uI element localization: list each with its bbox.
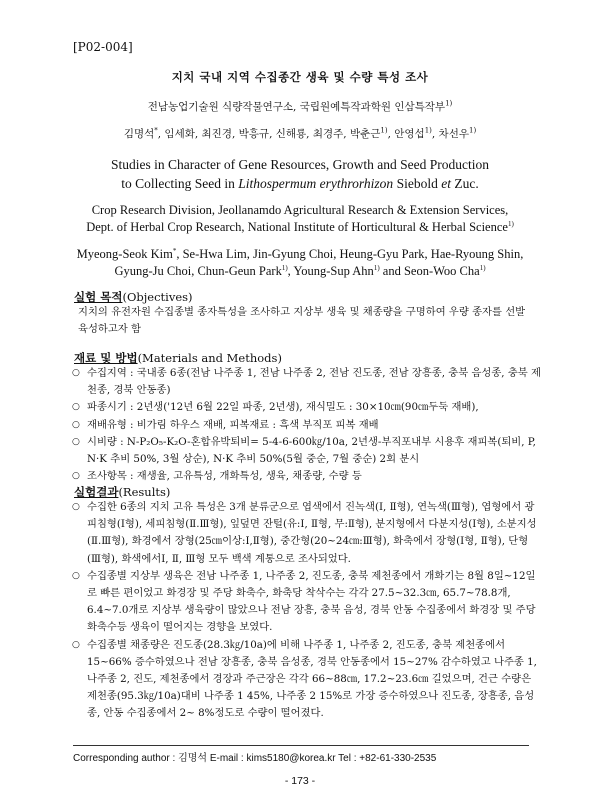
objectives-heading: 실험 목적(Objectives) xyxy=(74,290,193,304)
page-number: - 173 - xyxy=(284,775,316,787)
list-item: ○ 수집종별 채종량은 진도종(28.3㎏/10a)에 비해 나주종 1, 나주종 2, 진도종, 충북 제천종에서 15~66% 증수하였으나 전남 장흥종, 충북 음성종, 경북 안동종에서 15~27% 감수하였고 나주종 1, 나주종 2, 진도, 제천종에서 경장과 주근장은 각각 66~88㎝, 17.2~23.6㎝ 길었으며, 건근 수량은 제천종(95.3㎏/10a)대비 나주종 1 45%, 나주종 2 15%로 가장 증수하였으나 진도종, 장흥종, 음성종, 안동 수집종에서 2~ 8%정도로 수량이 떨어졌다. xyxy=(72,637,542,723)
results-heading: 실험결과(Results) xyxy=(74,485,171,499)
list-item: ○ 수집지역 : 국내종 6종(전남 나주종 1, 전남 나주종 2, 전남 진도종, 전남 장흥종, 충북 음성종, 충북 제천종, 경북 안동종) xyxy=(72,365,542,399)
list-item: ○ 재배유형 : 비가림 하우스 재배, 피복재료 : 흑색 부직포 피복 재배 xyxy=(72,417,542,434)
english-authors: Myeong-Seok Kim*, Se-Hwa Lim, Jin-Gyung Choi, Heung-Gyu Park, Hae-Ryoung Shin, Gyung-Ju Choi, Chun-Geun Park$^{1)}$, Young-Sup Ahn$^{1)}$ and Seon-Woo Cha$^{1)}$ xyxy=(76,246,524,278)
results-list xyxy=(72,499,542,723)
abstract-code: [P02-004] xyxy=(73,40,133,54)
korean-title: 지치 국내 지역 수집종간 생육 및 수량 특성 조사 xyxy=(171,70,429,84)
list-item: ○ 파종시기 : 2년생('12년 6월 22일 파종, 2년생), 재식밀도 : 30×10㎝(90㎝두둑 재배), xyxy=(72,399,542,416)
methods-heading: 재료 및 방법(Materials and Methods) xyxy=(74,351,282,365)
list-item: ○ 수집종별 지상부 생육은 전남 나주종 1, 나주종 2, 진도종, 충북 제천종에서 개화기는 8월 8일~12일로 빠른 편이었고 화경장 및 주당 화축수, 화축당 착삭수는 각각 27.5~32.3㎝, 65.7~78.8개, 6.4~7.0개로 지상부 생육량이 많았으나 전남 장흥, 충북 음성, 경북 안동 수집종에서 화경장 및 주당 화축수등 생육이 떨어지는 경향을 보였다. xyxy=(72,568,542,637)
korean-affiliation: 전남농업기술원 식량작물연구소, 국립원예특작과학원 인삼특작부$^{1)}$ xyxy=(147,99,453,113)
objectives-text: 지치의 유전자원 수집종별 종자특성을 조사하고 지상부 생육 및 채종량을 구명하여 우량 종자를 선발 육성하고자 함 xyxy=(78,306,526,336)
list-item: ○ 수집한 6종의 지치 고유 특성은 3개 분류군으로 엽색에서 진녹색(Ⅰ, Ⅱ형), 연녹색(Ⅲ형), 엽형에서 광피침형(Ⅰ형), 세피침형(Ⅱ.Ⅲ형), 잎덮면 잔털(유:Ⅰ, Ⅱ형, 무:Ⅱ형), 분지형에서 다분지성(Ⅰ형), 소분지성(Ⅱ.Ⅲ형), 화경에서 장형(25㎝이상:Ⅰ,Ⅱ형), 중간형(20~24㎝:Ⅲ형), 화축에서 장형(Ⅰ형, Ⅱ형), 단형(Ⅲ형), 화색에서Ⅰ, Ⅱ, Ⅲ형 모두 백색 계통으로 조사되었다. xyxy=(72,499,542,568)
english-affiliation: Crop Research Division, Jeollanamdo Agricultural Research & Extension Services, Dept. of Herbal Crop Research, National Institute of Horticultural & Herbal Science$^{1)}$ xyxy=(86,203,514,234)
corresponding-author: Corresponding author : 김명석 E-mail : kims5180@korea.kr Tel : +82-61-330-2535 xyxy=(73,753,437,764)
english-title: Studies in Character of Gene Resources, Growth and Seed Production to Collecting Seed in Lithospermum erythrorhizon Siebold et Zuc. xyxy=(111,157,489,191)
korean-authors: 김명석*, 임세화, 최진경, 박흥규, 신해룡, 최경주, 박춘근$^{1)}$, 안영섭$^{1)}$, 차선우$^{1)}$ xyxy=(123,126,477,140)
footer-divider xyxy=(73,745,529,746)
list-item: ○ 시비량 : N-P₂O₅-K₂O-혼합유박퇴비= 5-4-6-600㎏/10a, 2년생-부직포내부 시용후 재피복(퇴비, P, N·K 추비 50%, 3월 상순), N·K 추비 50%(5월 중순, 7월 중순) 2회 분시 xyxy=(72,434,542,468)
methods-list xyxy=(72,365,542,485)
list-item: ○ 조사항목 : 재생율, 고유특성, 개화특성, 생육, 채종량, 수량 등 xyxy=(72,468,542,485)
